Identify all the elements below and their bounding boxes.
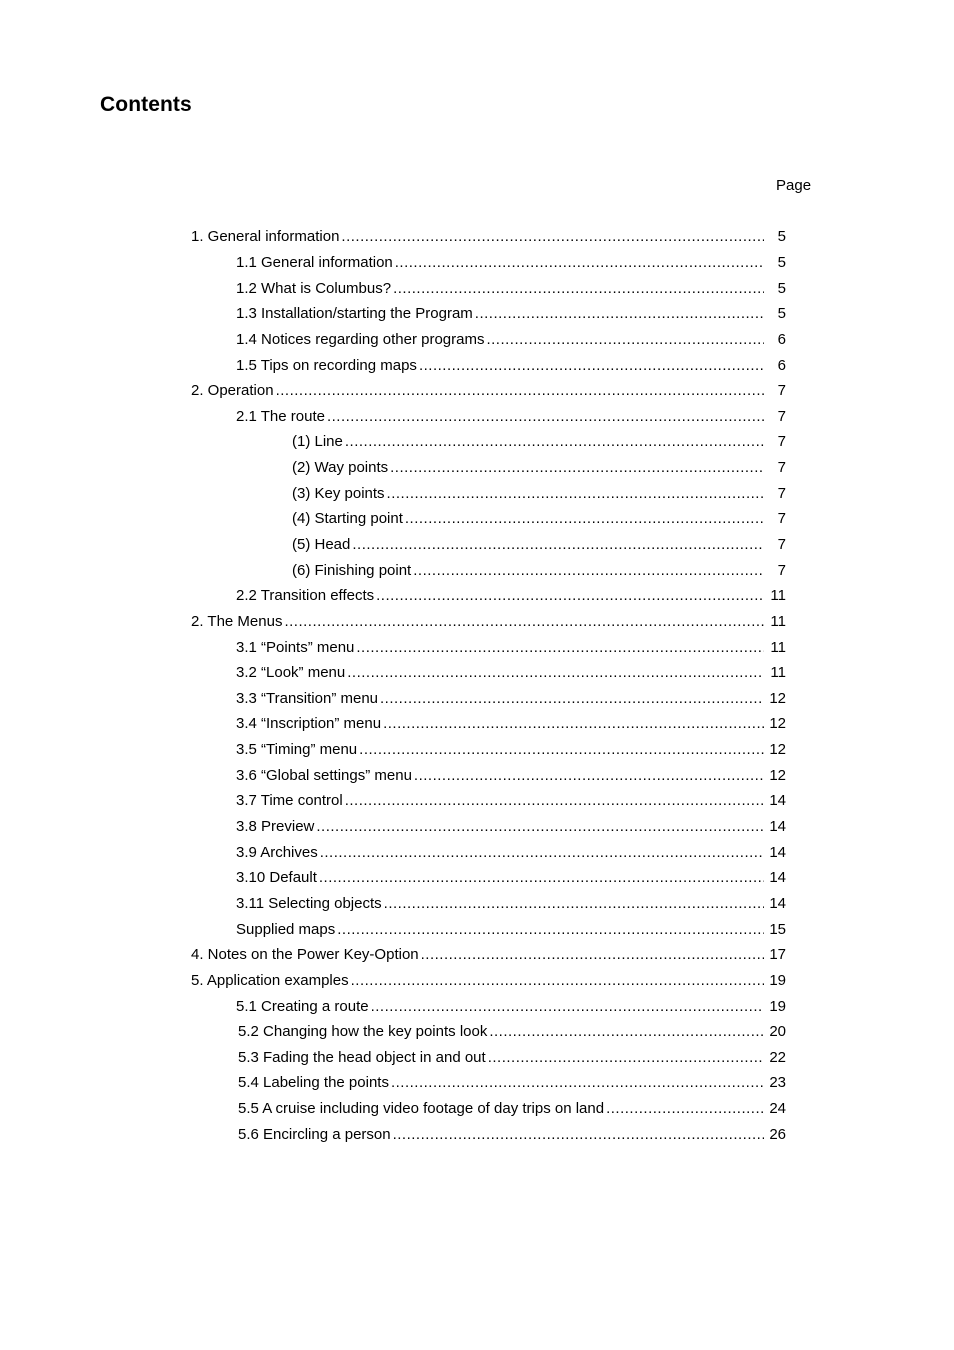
toc-entry-page: 7 <box>777 561 786 579</box>
toc-entry[interactable] <box>0 1045 954 1071</box>
dot-leader <box>276 378 764 403</box>
toc-entry-title: (2) Way points <box>292 459 389 477</box>
toc-entry-title: 1.5 Tips on recording maps <box>236 356 417 374</box>
toc-entry-page: 6 <box>777 356 786 374</box>
toc-entry-title: 2.2 Transition effects <box>236 587 375 605</box>
toc-entry-title: 5.6 Encircling a person <box>238 1125 391 1143</box>
toc-entry-page: 7 <box>777 459 786 477</box>
toc-entry-page: 14 <box>769 869 786 887</box>
toc-entry-title: (1) Line <box>292 433 343 451</box>
toc-entry-page: 15 <box>769 920 786 938</box>
toc-entry-title: (4) Starting point <box>292 510 403 528</box>
toc-entry-title: 5.2 Changing how the key points look <box>238 1023 488 1041</box>
dot-leader <box>395 250 764 275</box>
dot-leader <box>341 224 764 249</box>
toc-entry[interactable] <box>0 455 954 481</box>
dot-leader <box>284 609 764 634</box>
dot-leader <box>359 737 764 762</box>
dot-leader <box>475 301 764 326</box>
dot-leader <box>390 455 764 480</box>
toc-entry-title: 5.1 Creating a route <box>236 997 369 1015</box>
toc-entry-title: 3.6 “Global settings” menu <box>236 766 412 784</box>
toc-entry-page: 7 <box>777 433 786 451</box>
toc-entry-page: 7 <box>777 382 786 400</box>
dot-leader <box>419 353 764 378</box>
toc-entry-title: 1.4 Notices regarding other programs <box>236 330 485 348</box>
toc-entry[interactable] <box>0 327 954 353</box>
dot-leader <box>414 763 764 788</box>
toc-entry-title: 3.10 Default <box>236 869 317 887</box>
toc-entry[interactable] <box>0 686 954 712</box>
toc-entry[interactable] <box>0 378 954 404</box>
dot-leader <box>352 532 764 557</box>
toc-entry[interactable] <box>0 1096 954 1122</box>
toc-entry[interactable] <box>0 891 954 917</box>
toc-entry-page: 24 <box>769 1100 786 1118</box>
toc-entry-title: Supplied maps <box>236 920 336 938</box>
toc-entry[interactable] <box>0 480 954 506</box>
toc-entry[interactable] <box>0 968 954 994</box>
dot-leader <box>387 481 764 506</box>
toc-entry[interactable] <box>0 583 954 609</box>
dot-leader <box>356 635 764 660</box>
dot-leader <box>606 1096 764 1121</box>
toc-entry[interactable] <box>0 788 954 814</box>
toc-entry-page: 12 <box>769 741 786 759</box>
dot-leader <box>376 583 764 608</box>
toc-entry-page: 17 <box>769 946 786 964</box>
toc-entry[interactable] <box>0 942 954 968</box>
toc-entry[interactable] <box>0 762 954 788</box>
toc-entry-title: 5.3 Fading the head object in and out <box>238 1048 486 1066</box>
toc-entry-title: 3.3 “Transition” menu <box>236 689 379 707</box>
toc-entry-page: 14 <box>769 818 786 836</box>
page-title: Contents <box>100 93 192 116</box>
toc-entry-page: 7 <box>777 484 786 502</box>
dot-leader <box>327 404 764 429</box>
toc-entry[interactable] <box>0 609 954 635</box>
toc-entry-title: 1. General information <box>191 228 340 246</box>
dot-leader <box>351 968 764 993</box>
toc-entry-title: 3.9 Archives <box>236 843 318 861</box>
dot-leader <box>337 917 764 942</box>
dot-leader <box>486 327 764 352</box>
toc-entry-page: 19 <box>769 997 786 1015</box>
toc-entry-page: 26 <box>769 1125 786 1143</box>
toc-entry-page: 5 <box>777 279 786 297</box>
toc-entry-title: 3.8 Preview <box>236 818 315 836</box>
dot-leader <box>393 276 764 301</box>
toc-entry-page: 19 <box>769 971 786 989</box>
toc-entry[interactable] <box>0 532 954 558</box>
toc-entry[interactable] <box>0 814 954 840</box>
toc-entry-title: 5.4 Labeling the points <box>238 1074 389 1092</box>
toc-entry[interactable] <box>0 250 954 276</box>
toc-entry-title: 3.11 Selecting objects <box>236 894 382 912</box>
toc-entry-page: 5 <box>777 253 786 271</box>
toc-entry-title: 1.3 Installation/starting the Program <box>236 305 473 323</box>
table-of-contents <box>0 224 954 1147</box>
toc-entry[interactable] <box>0 737 954 763</box>
toc-entry-title: 4. Notes on the Power Key-Option <box>191 946 419 964</box>
toc-entry[interactable] <box>0 352 954 378</box>
dot-leader <box>380 686 764 711</box>
toc-entry-title: 3.1 “Points” menu <box>236 638 355 656</box>
toc-entry-title: 3.7 Time control <box>236 792 343 810</box>
toc-entry-page: 7 <box>777 510 786 528</box>
toc-entry-page: 11 <box>770 638 786 656</box>
toc-entry-page: 11 <box>770 664 786 682</box>
dot-leader <box>413 558 764 583</box>
toc-entry-page: 12 <box>769 689 786 707</box>
dot-leader <box>489 1019 764 1044</box>
dot-leader <box>319 865 764 890</box>
toc-entry-title: 1.1 General information <box>236 253 393 271</box>
dot-leader <box>345 788 764 813</box>
dot-leader <box>488 1045 764 1070</box>
toc-entry[interactable] <box>0 839 954 865</box>
toc-entry-title: 3.4 “Inscription” menu <box>236 715 382 733</box>
toc-entry[interactable] <box>0 865 954 891</box>
toc-entry[interactable] <box>0 916 954 942</box>
toc-entry[interactable] <box>0 557 954 583</box>
dot-leader <box>383 711 764 736</box>
toc-entry-page: 6 <box>777 330 786 348</box>
toc-entry-page: 11 <box>770 587 786 605</box>
toc-entry-page: 12 <box>769 766 786 784</box>
toc-entry-title: (3) Key points <box>292 484 385 502</box>
dot-leader <box>316 814 764 839</box>
toc-entry-page: 12 <box>769 715 786 733</box>
toc-entry-page: 5 <box>777 228 786 246</box>
toc-entry[interactable] <box>0 711 954 737</box>
toc-entry-title: 1.2 What is Columbus? <box>236 279 392 297</box>
toc-entry[interactable] <box>0 1070 954 1096</box>
toc-entry-page: 23 <box>769 1074 786 1092</box>
toc-entry-page: 22 <box>769 1048 786 1066</box>
dot-leader <box>421 942 764 967</box>
dot-leader <box>371 994 764 1019</box>
toc-entry[interactable] <box>0 403 954 429</box>
toc-entry-title: (5) Head <box>292 536 351 553</box>
dot-leader <box>347 660 764 685</box>
toc-entry-title: 3.5 “Timing” menu <box>236 741 358 759</box>
toc-entry[interactable] <box>0 275 954 301</box>
toc-entry[interactable] <box>0 1121 954 1147</box>
toc-entry[interactable] <box>0 429 954 455</box>
toc-entry[interactable] <box>0 301 954 327</box>
toc-entry[interactable] <box>0 1019 954 1045</box>
toc-entry[interactable] <box>0 660 954 686</box>
dot-leader <box>393 1122 764 1147</box>
toc-entry-title: 5.5 A cruise including video footage of day trips on land <box>238 1100 605 1118</box>
toc-entry-title: 2.1 The route <box>236 407 325 425</box>
toc-entry-page: 7 <box>777 407 786 425</box>
dot-leader <box>391 1070 764 1095</box>
dot-leader <box>345 429 764 454</box>
toc-entry-title: 5. Application examples <box>191 971 349 989</box>
toc-entry-title: 2. Operation <box>191 382 274 400</box>
toc-entry[interactable] <box>0 634 954 660</box>
toc-entry-page: 7 <box>777 536 786 553</box>
dot-leader <box>320 840 764 865</box>
toc-entry-page: 14 <box>769 894 786 912</box>
dot-leader <box>384 891 764 916</box>
toc-entry-page: 5 <box>777 305 786 323</box>
toc-entry-page: 14 <box>769 843 786 861</box>
toc-entry-title: (6) Finishing point <box>292 561 412 579</box>
toc-entry-title: 3.2 “Look” menu <box>236 664 346 682</box>
toc-entry-page: 14 <box>769 792 786 810</box>
dot-leader <box>405 506 764 531</box>
toc-entry-title: 2. The Menus <box>191 612 283 630</box>
toc-entry-page: 11 <box>770 612 786 630</box>
page-column-label: Page <box>776 177 812 194</box>
toc-entry[interactable] <box>0 224 954 250</box>
toc-entry[interactable] <box>0 993 954 1019</box>
toc-entry[interactable] <box>0 506 954 532</box>
toc-entry-page: 20 <box>769 1023 786 1041</box>
